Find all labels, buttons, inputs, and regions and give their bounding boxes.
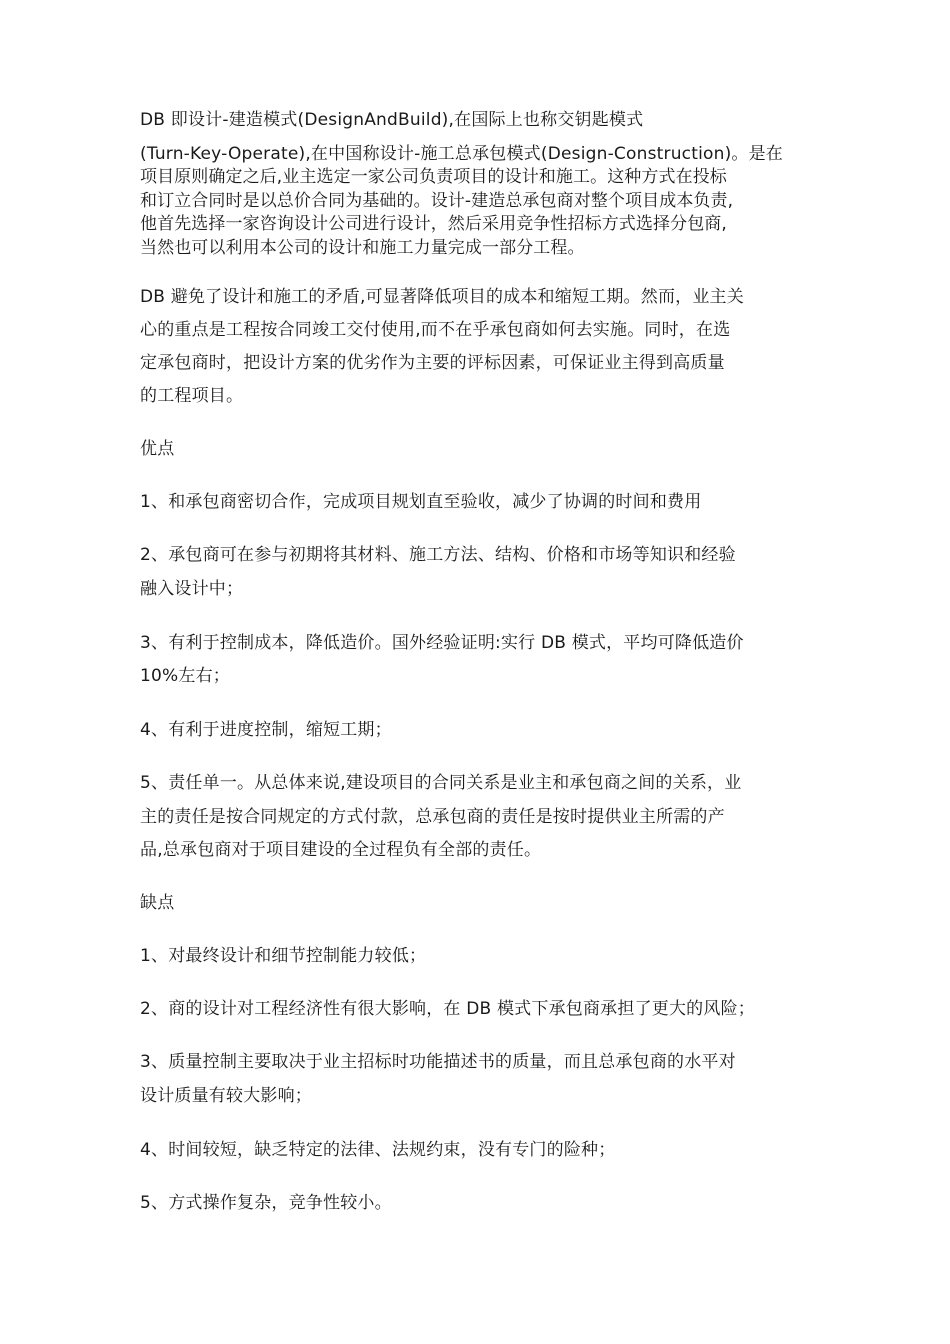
advantage-item-4: 4、有利于进度控制，缩短工期； [140, 720, 392, 740]
advantage-item-5-line-3: 品,总承包商对于项目建设的全过程负有全部的责任。 [140, 840, 542, 860]
advantage-item-3-line-2: 10%左右； [140, 666, 230, 686]
intro-line-5: 他首先选择一家咨询设计公司进行设计，然后采用竞争性招标方式选择分包商, [140, 214, 727, 234]
para2-line-2: 心的重点是工程按合同竣工交付使用,而不在乎承包商如何去实施。同时，在选 [140, 320, 731, 340]
para2-line-3: 定承包商时，把设计方案的优劣作为主要的评标因素，可保证业主得到高质量 [140, 353, 725, 373]
intro-line-6: 当然也可以利用本公司的设计和施工力量完成一部分工程。 [140, 238, 585, 258]
advantage-item-3-line-1: 3、有利于控制成本，降低造价。国外经验证明:实行 DB 模式，平均可降低造价 [140, 633, 744, 653]
intro-line-1: DB 即设计-建造模式(DesignAndBuild),在国际上也称交钥匙模式 [140, 110, 644, 130]
advantage-item-5-line-2: 主的责任是按合同规定的方式付款，总承包商的责任是按时提供业主所需的产 [140, 807, 725, 827]
disadvantage-item-3-line-2: 设计质量有较大影响； [140, 1086, 312, 1106]
disadvantage-item-3-line-1: 3、质量控制主要取决于业主招标时功能描述书的质量，而且总承包商的水平对 [140, 1052, 736, 1072]
disadvantages-heading: 缺点 [140, 893, 175, 913]
para2-line-1: DB 避免了设计和施工的矛盾,可显著降低项目的成本和缩短工期。然而，业主关 [140, 287, 744, 307]
disadvantage-item-2: 2、商的设计对工程经济性有很大影响，在 DB 模式下承包商承担了更大的风险； [140, 999, 755, 1019]
advantage-item-1: 1、和承包商密切合作，完成项目规划直至验收，减少了协调的时间和费用 [140, 492, 702, 512]
advantage-item-5-line-1: 5、责任单一。从总体来说,建设项目的合同关系是业主和承包商之间的关系，业 [140, 773, 742, 793]
intro-line-3: 项目原则确定之后,业主选定一家公司负责项目的设计和施工。这种方式在投标 [140, 167, 727, 187]
disadvantage-item-5: 5、方式操作复杂，竞争性较小。 [140, 1193, 392, 1213]
intro-line-2: (Turn-Key-Operate),在中国称设计-施工总承包模式(Design-Construction)。是在 [140, 144, 784, 164]
disadvantage-item-4: 4、时间较短，缺乏特定的法律、法规约束，没有专门的险种； [140, 1140, 616, 1160]
advantage-item-2-line-1: 2、承包商可在参与初期将其材料、施工方法、结构、价格和市场等知识和经验 [140, 545, 736, 565]
advantages-heading: 优点 [140, 439, 175, 459]
intro-line-4: 和订立合同时是以总价合同为基础的。设计-建造总承包商对整个项目成本负责, [140, 191, 734, 211]
para2-line-4: 的工程项目。 [140, 386, 244, 406]
disadvantage-item-1: 1、对最终设计和细节控制能力较低； [140, 946, 427, 966]
advantage-item-2-line-2: 融入设计中； [140, 579, 244, 599]
